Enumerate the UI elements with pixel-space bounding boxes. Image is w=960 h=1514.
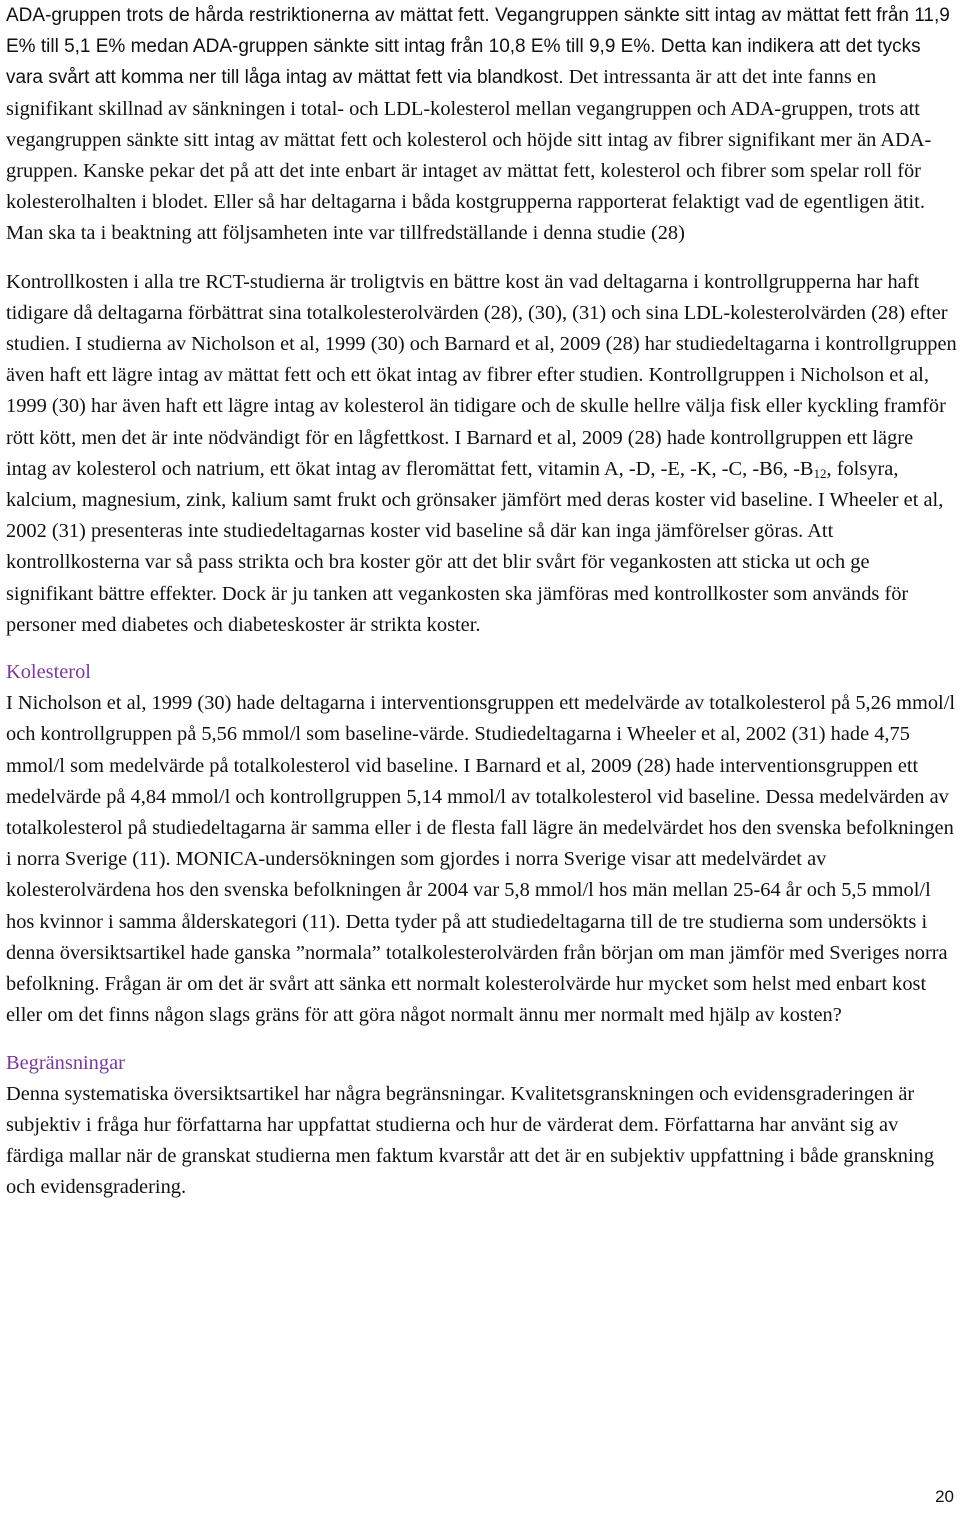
paragraph-sans-segment: ADA-gruppen trots de hårda restriktionerna av mättat fett. Vegangruppen sänkte sitt intag av mättat fett från 11,9 E% till 5,1 E% medan ADA-gruppen sänkte sitt intag från 10,8 E% till 9,9 E%. Detta kan indikera att det tycks vara svårt att komma ner till låga intag av mättat fett via blandkost. — [6, 5, 950, 89]
document-page — [6, 0, 958, 1204]
paragraph-serif-segment: Det intressanta är att det inte fanns en signifikant skillnad av sänkningen i total- och LDL-kolesterol mellan vegangruppen och ADA-gruppen, trots att vegangruppen sänkte sitt intag av mättat fett och kolesterol och höjde sitt intag av fibrer signifikant mer än ADA-gruppen. Kanske pekar det på att det inte enbart är intaget av mättat fett, kolesterol och fibrer som spelar roll för kolesterolhalten i blodet. Eller så har deltagarna i båda kostgrupperna rapporterat felaktigt vad de egentligen ätit. Man ska ta i beaktning att följsamheten inte var tillfredställande i denna studie (28) — [6, 66, 932, 245]
paragraph-ada-discussion — [6, 0, 958, 250]
paragraph-kolesterol: I Nicholson et al, 1999 (30) hade deltagarna i interventionsgruppen ett medelvärde av totalkolesterol på 5,26 mmol/l och kontrollgruppen på 5,56 mmol/l som baseline-värde. Studiedeltagarna i Wheeler et al, 2002 (31) hade 4,75 mmol/l som medelvärde på totalkolesterol vid baseline. I Barnard et al, 2009 (28) hade interventionsgruppen ett medelvärde på 4,84 mmol/l och kontrollgruppen 5,14 mmol/l av totalkolesterol vid baseline. Dessa medelvärden av totalkolesterol på studiedeltagarna är samma eller i de flesta fall lägre än medelvärdet hos den svenska befolkningen i norra Sverige (11). MONICA-undersökningen som gjordes i norra Sverige visar att medelvärdet av kolesterolvärdena hos den svenska befolkningen år 2004 var 5,8 mmol/l hos män mellan 25-64 år och 5,5 mmol/l hos kvinnor i samma ålderskategori (11). Detta tyder på att studiedeltagarna till de tre studierna som undersökts i denna översiktsartikel hade ganska ”normala” totalkolesterolvärden från början om man jämför med Sveriges norra befolkning. Frågan är om det är svårt att sänka ett normalt kolesterolvärde hur mycket som helst med enbart kost eller om det finns någon slags gräns för att göra något normalt ännu mer normalt med hjälp av kosten? — [6, 692, 956, 1027]
paragraph-text-after-subscript: , folsyra, kalcium, magnesium, zink, kalium samt frukt och grönsaker jämfört med deras koster vid baseline. I Wheeler et al, 2002 (31) presenteras inte studiedeltagarnas koster vid baseline så där kan inga jämförelser göras. Att kontrollkosterna var så pass strikta och bra koster gör att det blir svårt för vegankosten att sticka ut och ge signifikant bättre effekter. Dock är ju tanken att vegankosten ska jämföras med kontrollkoster som används för personer med diabetes och diabeteskoster är strikta koster. — [6, 457, 944, 636]
paragraph-text-before-subscript: Kontrollkosten i alla tre RCT-studierna är troligtvis en bättre kost än vad deltagarna i kontrollgrupperna har haft tidigare då deltagarna förbättrat sina totalkolesterolvärden (28), (30), (31) och sina LDL-kolesterolvärden (28) efter studien. I studierna av Nicholson et al, 1999 (30) och Barnard et al, 2009 (28) har studiedeltagarna i kontrollgruppen även haft ett lägre intag av mättat fett och ett ökat intag av fibrer efter studien. Kontrollgruppen i Nicholson et al, 1999 (30) har även haft ett lägre intag av kolesterol än tidigare och de skulle hellre välja fisk eller kyckling framför rött kött, men det är inte nödvändigt för en lågfettkost. I Barnard et al, 2009 (28) hade kontrollgruppen ett lägre intag av kolesterol och natrium, ett ökat intag av fleromättat fett, vitamin A, -D, -E, -K, -C, -B6, -B — [6, 270, 957, 480]
section-heading-begransningar: Begränsningar — [6, 1051, 125, 1074]
paragraph-control-diet — [6, 267, 958, 641]
paragraph-begransningar: Denna systematiska översiktsartikel har några begränsningar. Kvalitetsgranskningen och evidensgraderingen är subjektiv i fråga hur författarna har uppfattat studierna och hur de värderat dem. Författarna har använt sig av färdiga mallar när de granskat studierna men faktum kvarstår att det är en subjektiv uppfattning i både granskning och evidensgradering. — [6, 1082, 935, 1199]
subscript-12: 12 — [813, 465, 827, 481]
section-heading-kolesterol: Kolesterol — [6, 661, 91, 684]
page-number: 20 — [935, 1487, 954, 1506]
